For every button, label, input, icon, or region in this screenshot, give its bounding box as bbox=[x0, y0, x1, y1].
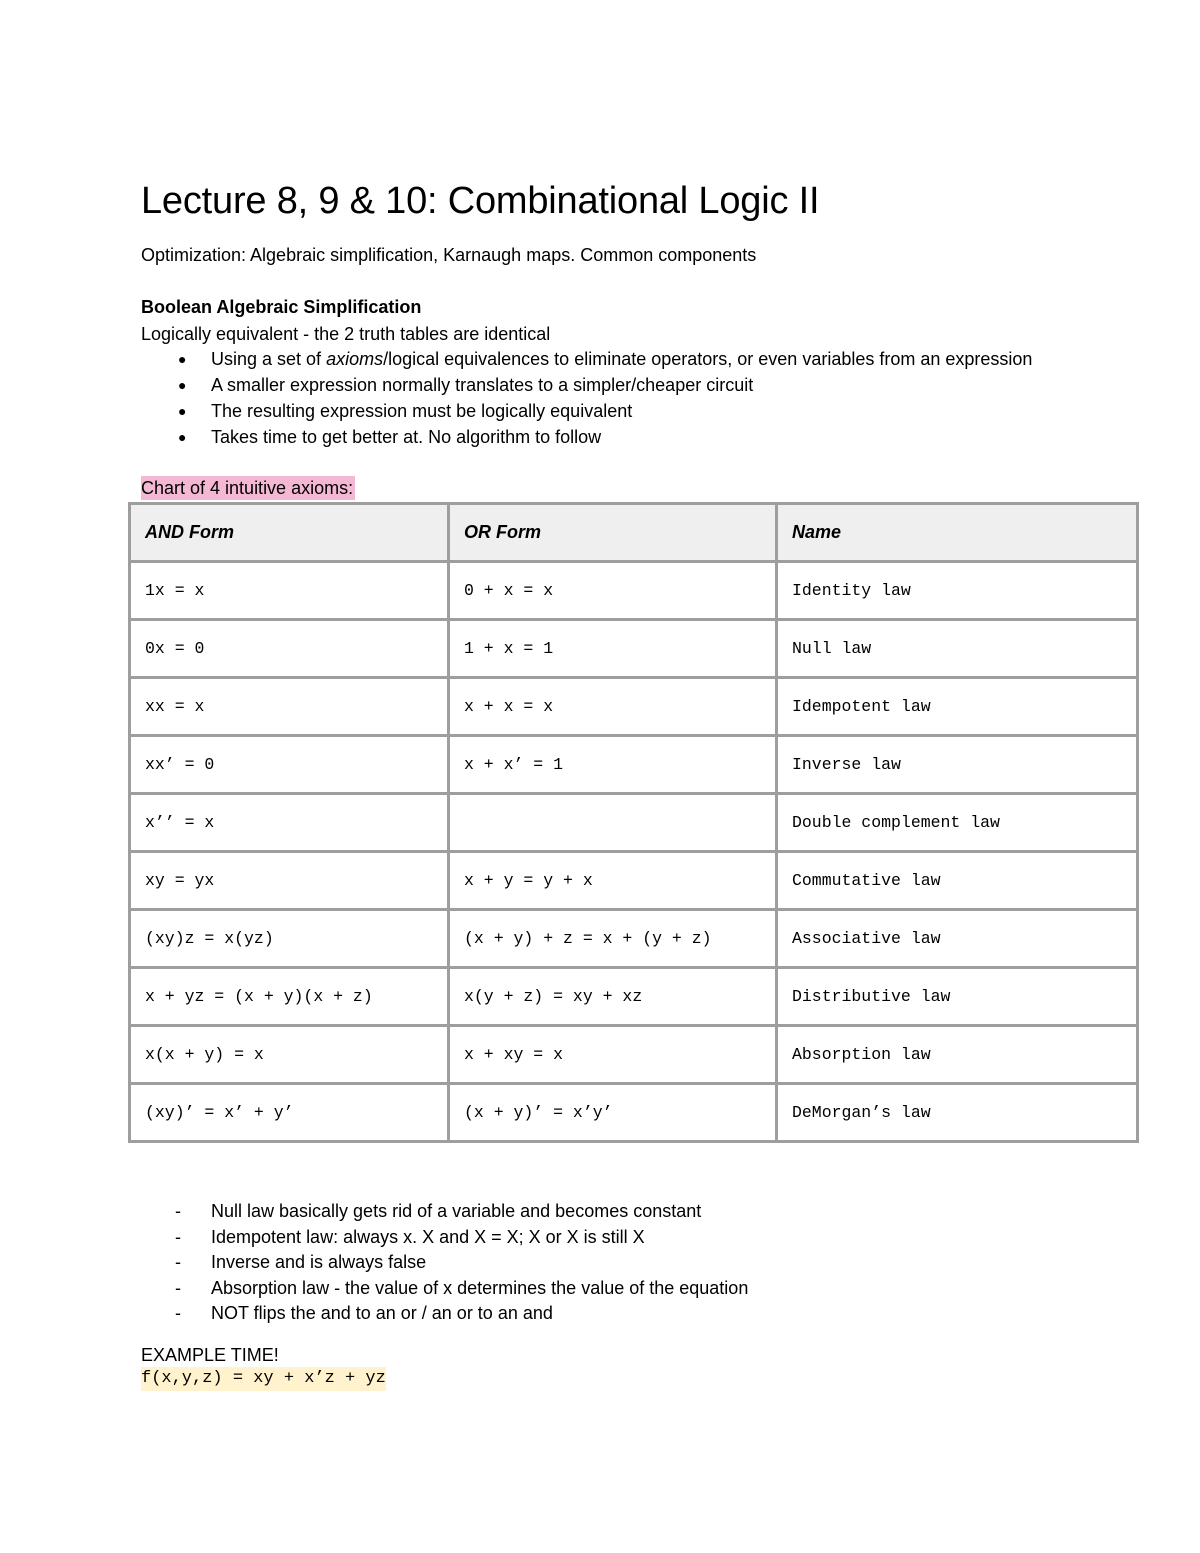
table-row bbox=[130, 678, 1138, 736]
bullet-marker: ● bbox=[178, 377, 187, 393]
bullet-text: A smaller expression normally translates to a simpler/cheaper circuit bbox=[211, 375, 754, 395]
bullet-marker: ● bbox=[178, 403, 187, 419]
table-row bbox=[130, 736, 1138, 794]
bullet-marker: ● bbox=[178, 429, 187, 445]
note-dash: - bbox=[175, 1303, 181, 1323]
or-form-cell: x + y = y + x bbox=[449, 852, 777, 910]
table-row bbox=[130, 1084, 1138, 1142]
bullet-text-pre: Using a set of bbox=[211, 349, 327, 369]
and-form-cell: x(x + y) = x bbox=[130, 1026, 449, 1084]
bullet-item bbox=[141, 398, 1041, 424]
section-intro: Logically equivalent - the 2 truth tables are identical bbox=[141, 324, 551, 344]
table-row bbox=[130, 968, 1138, 1026]
law-name-cell: Absorption law bbox=[777, 1026, 1138, 1084]
law-name-cell: Identity law bbox=[777, 562, 1138, 620]
bullet-item bbox=[141, 424, 1041, 450]
header-or-form: OR Form bbox=[449, 504, 777, 562]
or-form-cell: x + x = x bbox=[449, 678, 777, 736]
note-item bbox=[141, 1225, 748, 1251]
note-dash: - bbox=[175, 1201, 181, 1221]
and-form-cell: xx = x bbox=[130, 678, 449, 736]
table-row bbox=[130, 562, 1138, 620]
table-row bbox=[130, 910, 1138, 968]
header-name: Name bbox=[777, 504, 1138, 562]
law-name-cell: Commutative law bbox=[777, 852, 1138, 910]
law-name-cell: Double complement law bbox=[777, 794, 1138, 852]
note-text: Inverse and is always false bbox=[211, 1252, 427, 1272]
law-name-cell: Inverse law bbox=[777, 736, 1138, 794]
note-text: Idempotent law: always x. X and X = X; X or X is still X bbox=[211, 1226, 645, 1247]
law-name-cell: Null law bbox=[777, 620, 1138, 678]
and-form-cell: xy = yx bbox=[130, 852, 449, 910]
or-form-cell: x + x’ = 1 bbox=[449, 736, 777, 794]
note-text: NOT flips the and to an or / an or to an and bbox=[211, 1303, 553, 1323]
law-name-cell: DeMorgan’s law bbox=[777, 1084, 1138, 1142]
example-title: EXAMPLE TIME! bbox=[141, 1345, 279, 1365]
table-row bbox=[130, 794, 1138, 852]
note-dash: - bbox=[175, 1277, 181, 1298]
table-row bbox=[130, 852, 1138, 910]
or-form-cell: (x + y) + z = x + (y + z) bbox=[449, 910, 777, 968]
note-text: Absorption law - the value of x determines the value of the equation bbox=[211, 1277, 749, 1298]
table-row bbox=[130, 1026, 1138, 1084]
bullet-text: The resulting expression must be logically equivalent bbox=[211, 401, 633, 421]
note-item bbox=[141, 1301, 748, 1327]
chart-label: Chart of 4 intuitive axioms: bbox=[141, 478, 354, 498]
section-heading: Boolean Algebraic Simplification bbox=[141, 297, 422, 317]
bullet-marker: ● bbox=[178, 351, 187, 367]
and-form-cell: 1x = x bbox=[130, 562, 449, 620]
note-dash: - bbox=[175, 1252, 181, 1272]
page-title: Lecture 8, 9 & 10: Combinational Logic II bbox=[141, 180, 820, 222]
note-dash: - bbox=[175, 1226, 181, 1247]
note-item bbox=[141, 1250, 748, 1276]
bullet-item bbox=[141, 346, 1041, 372]
bullet-text-post: /logical equivalences to eliminate operators, or even variables from an expression bbox=[383, 349, 1033, 369]
or-form-cell: (x + y)’ = x’y’ bbox=[449, 1084, 777, 1142]
table-header-row bbox=[130, 504, 1138, 562]
or-form-cell: x + xy = x bbox=[449, 1026, 777, 1084]
header-and-form: AND Form bbox=[130, 504, 449, 562]
axioms-table bbox=[128, 502, 1139, 1143]
bullet-text: Takes time to get better at. No algorithm to follow bbox=[211, 427, 602, 447]
law-name-cell: Idempotent law bbox=[777, 678, 1138, 736]
or-form-cell: x(y + z) = xy + xz bbox=[449, 968, 777, 1026]
and-form-cell: x + yz = (x + y)(x + z) bbox=[130, 968, 449, 1026]
note-item bbox=[141, 1199, 748, 1225]
bullet-text-em: axioms bbox=[326, 349, 384, 369]
notes-list bbox=[141, 1199, 748, 1327]
or-form-cell: 1 + x = 1 bbox=[449, 620, 777, 678]
page-subtitle: Optimization: Algebraic simplification, Karnaugh maps. Common components bbox=[141, 245, 757, 265]
example-expression: f(x,y,z) = xy + x’z + yz bbox=[141, 1367, 386, 1391]
law-name-cell: Distributive law bbox=[777, 968, 1138, 1026]
and-form-cell: x’’ = x bbox=[130, 794, 449, 852]
and-form-cell: (xy)z = x(yz) bbox=[130, 910, 449, 968]
and-form-cell: 0x = 0 bbox=[130, 620, 449, 678]
law-name-cell: Associative law bbox=[777, 910, 1138, 968]
bullet-item bbox=[141, 372, 1041, 398]
table-row bbox=[130, 620, 1138, 678]
and-form-cell: xx’ = 0 bbox=[130, 736, 449, 794]
or-form-cell: 0 + x = x bbox=[449, 562, 777, 620]
note-item bbox=[141, 1276, 748, 1302]
or-form-cell bbox=[449, 794, 777, 852]
note-text: Null law basically gets rid of a variable and becomes constant bbox=[211, 1201, 702, 1221]
and-form-cell: (xy)’ = x’ + y’ bbox=[130, 1084, 449, 1142]
bullet-list bbox=[141, 346, 1041, 450]
